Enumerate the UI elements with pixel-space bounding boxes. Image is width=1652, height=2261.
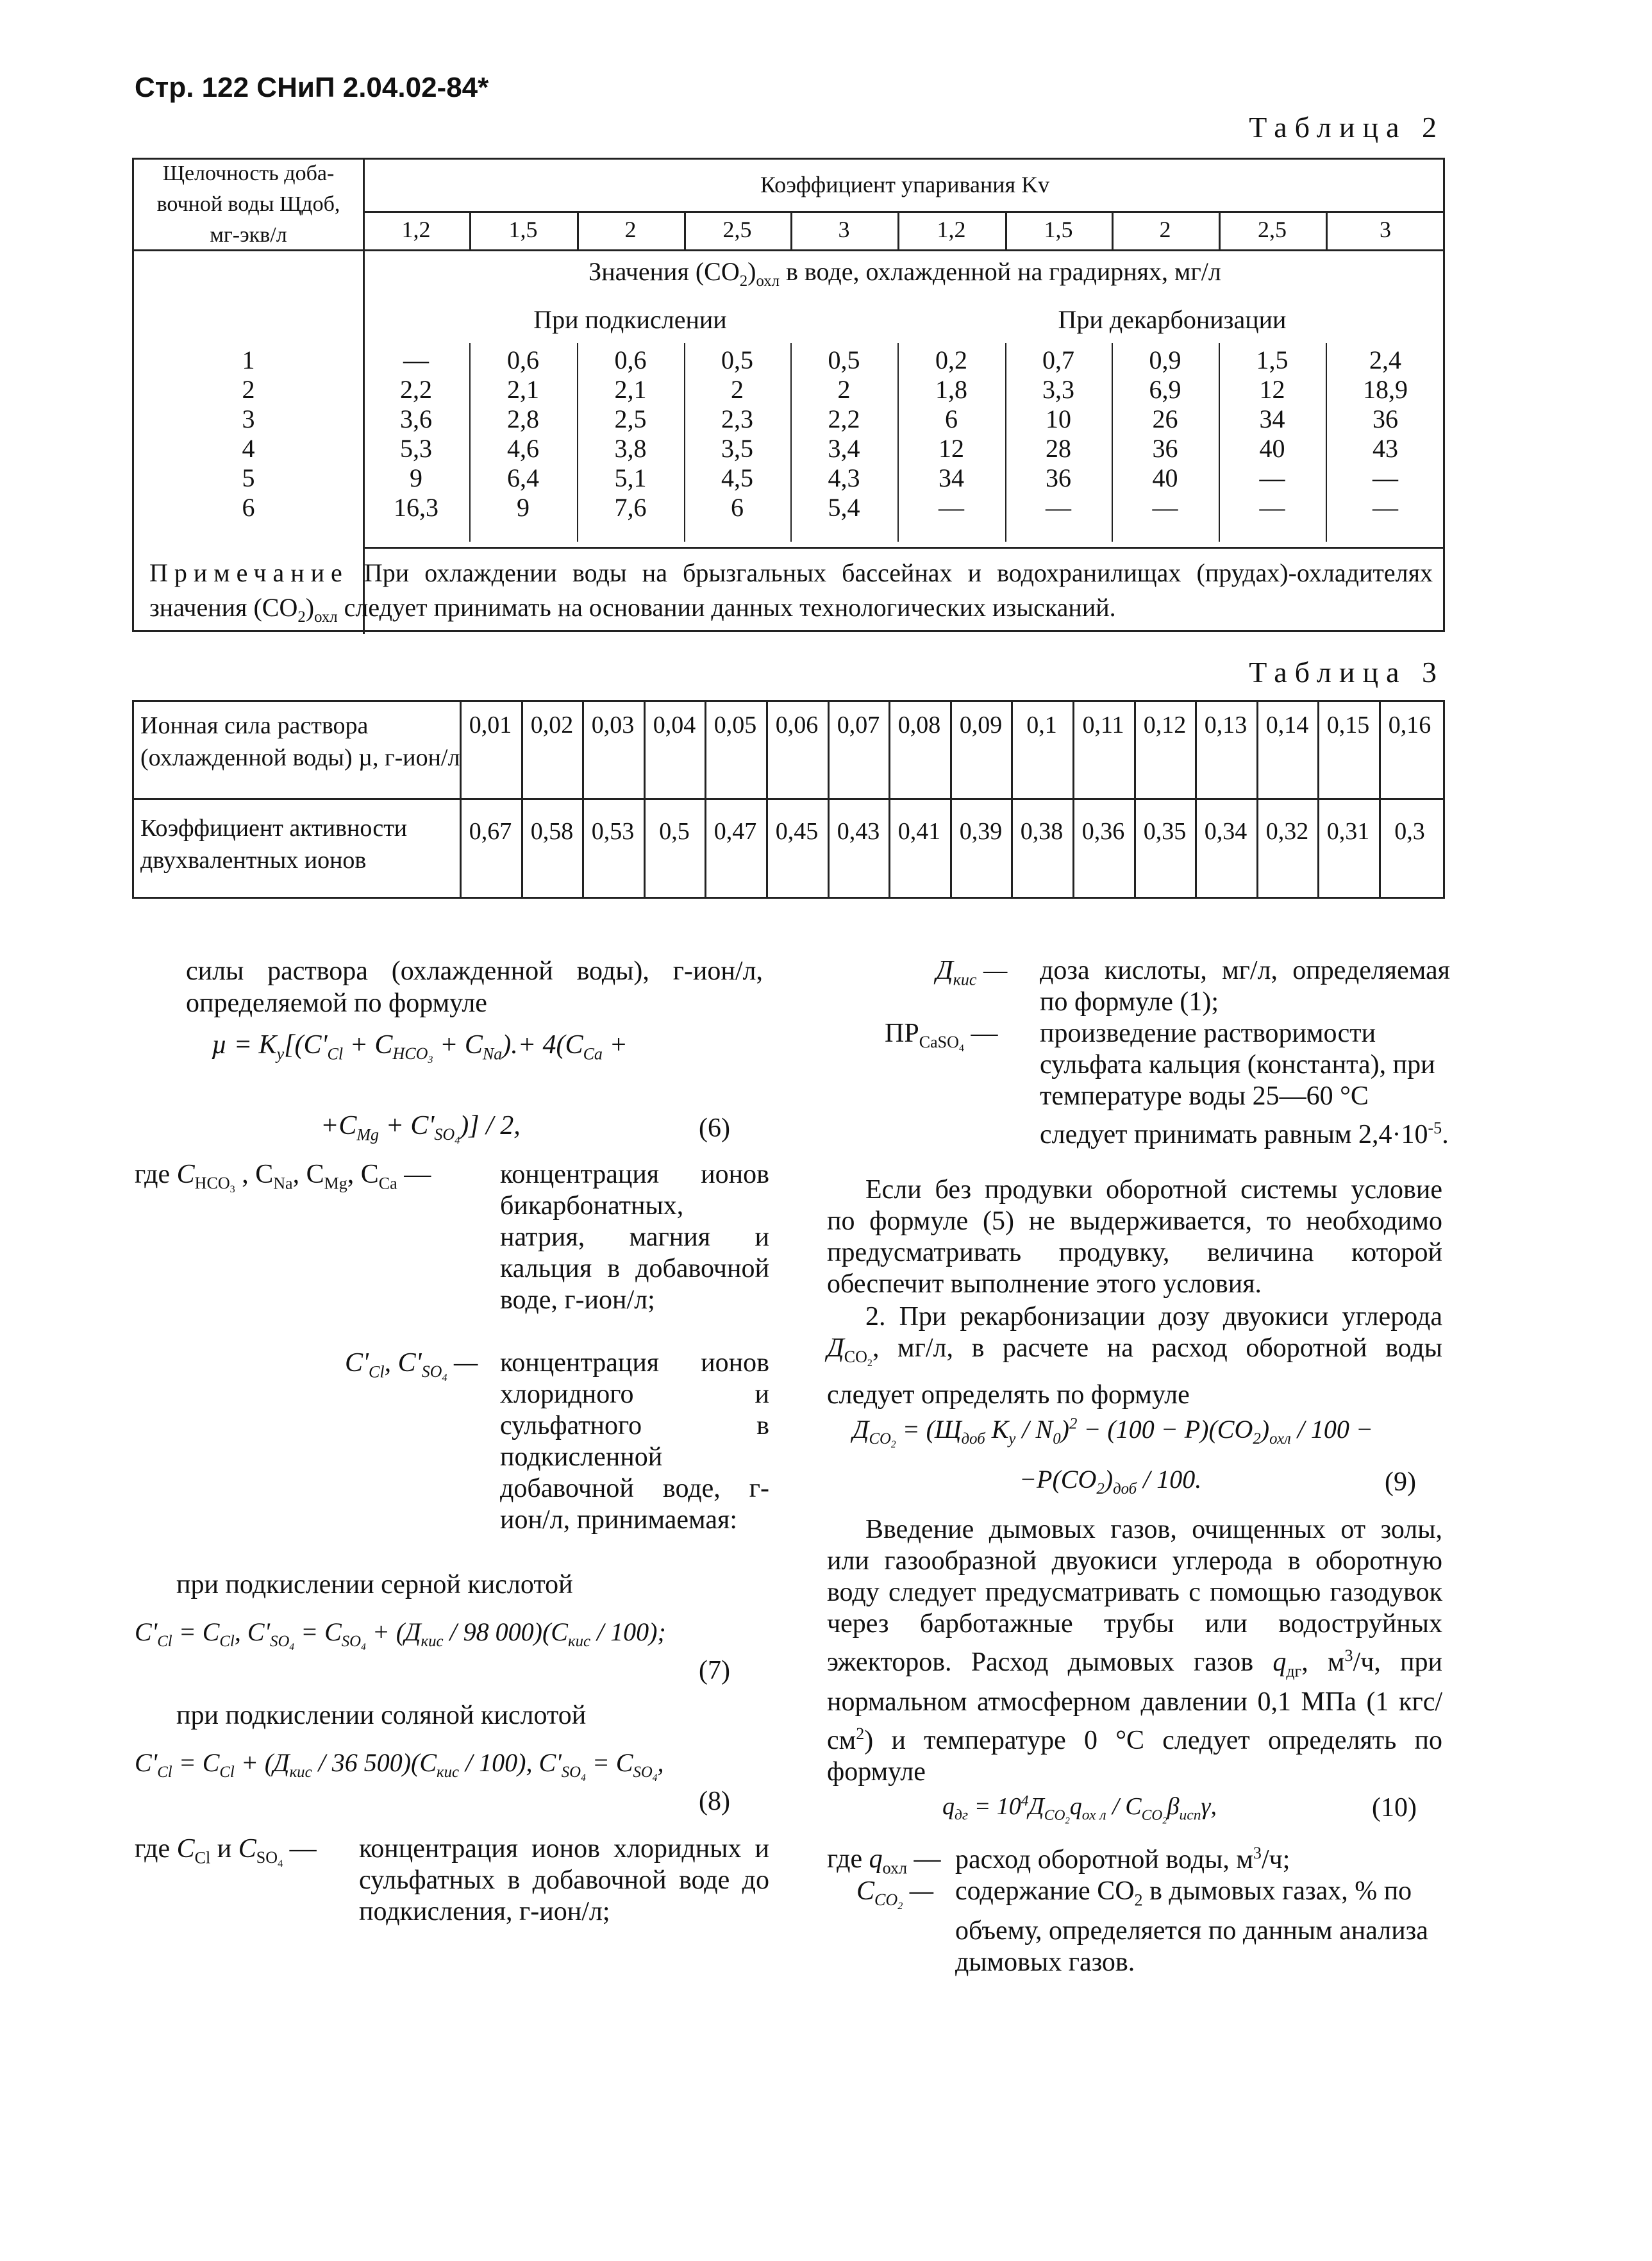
para-purge: Если без продувки оборотной системы условие по формуле (5) не выдерживается, то необходимо предусматривать продувку, величина которой обеспечит выполнение этого условия. xyxy=(827,1175,1442,1299)
ionic-strength-cell: 0,02 xyxy=(530,712,574,738)
where1-term: где $C_{HCO_3}$ , $C_{Na}$, $C_{Mg}$, $C_{Ca}$ — xyxy=(135,1160,431,1196)
ionic-strength-cell: 0,12 xyxy=(1143,712,1187,738)
co2-value-cell: 2,5 xyxy=(614,405,647,433)
kv-value: 3 xyxy=(838,217,850,243)
group-acidification: При подкислении xyxy=(533,305,727,334)
ionic-strength-cell: 0,15 xyxy=(1326,712,1370,738)
co2-value-cell: 43 xyxy=(1372,434,1398,463)
formula-9-number: (9) xyxy=(1385,1467,1416,1497)
alkalinity-row-label: 3 xyxy=(242,405,255,433)
co2-value-cell: 0,9 xyxy=(1149,346,1181,374)
activity-coefficient-cell: 0,32 xyxy=(1265,818,1309,845)
ionic-strength-cell: 0,03 xyxy=(591,712,635,738)
kv-value: 2 xyxy=(624,217,637,243)
kv-value: 2 xyxy=(1159,217,1171,243)
table2-caption: Таблица 2 xyxy=(1249,111,1444,144)
dkis-desc: доза кислоты, мг/л, определяемая по формуле (1); xyxy=(1040,956,1450,1017)
ionic-strength-cell: 0,11 xyxy=(1082,712,1124,738)
co2-value-cell: — xyxy=(939,493,964,522)
formula-10: $q_{дг} = 10^4Д_{CO_2}q_{ох л} / C_{CO_2}\beta_{исп}\gamma$, xyxy=(942,1792,1217,1826)
co2-value-cell: 12 xyxy=(939,434,964,463)
alkalinity-row-label: 2 xyxy=(242,375,255,404)
activity-coefficient-cell: 0,5 xyxy=(659,818,690,845)
ionic-strength-cell: 0,1 xyxy=(1026,712,1057,738)
co2-value-cell: — xyxy=(1152,493,1178,522)
co2-value-cell: 5,3 xyxy=(400,434,432,463)
co2-value-cell: 4,6 xyxy=(507,434,539,463)
dkis-term: $Д_{кис}$ — xyxy=(936,956,1008,989)
co2-value-cell: 40 xyxy=(1152,463,1178,492)
activity-coefficient-cell: 0,35 xyxy=(1143,818,1187,845)
alkalinity-header-line2: вочной воды Щдоб, xyxy=(156,192,340,216)
formula-8: $C'_{Cl} = C_{Cl} + (Д_{кис} / 36$ $500)(C_{кис} / 100)$, $C'_{SO_4} = C_{SO_4}$, xyxy=(135,1748,664,1783)
co2-value-cell: 36 xyxy=(1372,405,1398,433)
co2-value-cell: — xyxy=(1372,463,1398,492)
where3-term: где $C_{Cl}$ и $C_{SO_4}$ — xyxy=(135,1834,317,1870)
alkalinity-row-label: 6 xyxy=(242,493,255,522)
activity-coefficient-cell: 0,53 xyxy=(591,818,635,845)
co2-value-cell: — xyxy=(403,346,429,374)
formula-6-line2: $+C_{Mg} + C'_{SO_4})] / 2$, xyxy=(321,1111,521,1147)
ionic-strength-cell: 0,16 xyxy=(1388,712,1431,738)
co2-value-cell: 4,3 xyxy=(828,463,860,492)
activity-coefficient-cell: 0,34 xyxy=(1204,818,1247,845)
co2-value-cell: 0,5 xyxy=(721,346,753,374)
formula-10-number: (10) xyxy=(1372,1793,1417,1823)
co2-value-cell: 2 xyxy=(731,375,744,404)
kv-value: 1,2 xyxy=(401,217,431,243)
co2-value-cell: 36 xyxy=(1152,434,1178,463)
co2-value-cell: 2,8 xyxy=(507,405,539,433)
co2-value-cell: 18,9 xyxy=(1363,375,1408,404)
activity-coefficient-cell: 0,3 xyxy=(1394,818,1425,845)
ionic-strength-cell: 0,06 xyxy=(775,712,819,738)
alkalinity-header-line3: мг-экв/л xyxy=(210,223,287,247)
formula-9-line2: $-P(CO_2)_{доб} / 100$. xyxy=(1019,1465,1202,1498)
activity-coefficient-cell: 0,41 xyxy=(897,818,941,845)
alkalinity-header xyxy=(134,160,363,249)
co2-value-cell: 6,4 xyxy=(507,463,539,492)
co2-value-cell: 28 xyxy=(1046,434,1071,463)
activity-coefficient-cell: 0,43 xyxy=(837,818,880,845)
co2-value-cell: 12 xyxy=(1259,375,1285,404)
co2-value-cell: 40 xyxy=(1259,434,1285,463)
co2-value-cell: 6,9 xyxy=(1149,375,1181,404)
co2-value-cell: 0,6 xyxy=(614,346,647,374)
co2-value-cell: 2,4 xyxy=(1369,346,1401,374)
co2-value-cell: 5,1 xyxy=(614,463,647,492)
table2 xyxy=(132,158,1445,632)
co2-value-cell: — xyxy=(1372,493,1398,522)
activity-coefficient-cell: 0,38 xyxy=(1020,818,1064,845)
activity-coefficient-cell: 0,47 xyxy=(713,818,757,845)
cco2-term: $C_{CO_2}$ — xyxy=(856,1876,934,1912)
co2-value-cell: 0,6 xyxy=(507,346,539,374)
kv-value: 1,5 xyxy=(1044,217,1073,243)
formula-6-line1: $\mu = K_у[(C'_{Cl} + C_{HCO_3} + C_{Na}).+ 4(C_{Ca}$ + xyxy=(212,1030,628,1066)
alkalinity-row-label: 1 xyxy=(242,346,255,374)
co2-value-cell: — xyxy=(1259,493,1285,522)
note-label: Примечание xyxy=(149,558,349,587)
co2-value-cell: 10 xyxy=(1046,405,1071,433)
cco2-desc: содержание $CO_2$ в дымовых газах, % по объему, определяется по данным анализа дымовых газов. xyxy=(955,1876,1428,1978)
ionic-strength-cell: 0,14 xyxy=(1265,712,1309,738)
formula-7: $C'_{Cl} = C_{Cl}$, $C'_{SO_4} = C_{SO_4} + (Д_{кис} / 98$ $000)(C_{кис} / 100)$; xyxy=(135,1617,666,1653)
co2-value-cell: — xyxy=(1259,463,1285,492)
activity-coefficient-label: Коэффициент активности двухвалентных ионов xyxy=(140,815,408,874)
co2-value-cell: 0,7 xyxy=(1042,346,1074,374)
ionic-strength-cell: 0,07 xyxy=(837,712,880,738)
co2-value-cell: 1,5 xyxy=(1256,346,1289,374)
co2-value-cell: 7,6 xyxy=(614,493,647,522)
co2-value-cell: 26 xyxy=(1152,405,1178,433)
alkalinity-row-label: 5 xyxy=(242,463,255,492)
table3-caption: Таблица 3 xyxy=(1249,656,1444,688)
pr-term: $ПР_{CaSO_4}$ — xyxy=(885,1019,998,1055)
co2-value-cell: 2,1 xyxy=(614,375,647,404)
co2-value-cell: 16,3 xyxy=(394,493,438,522)
co2-value-cell: 0,5 xyxy=(828,346,860,374)
co2-value-cell: 2 xyxy=(837,375,851,404)
co2-value-cell: 5,4 xyxy=(828,493,860,522)
group-decarbonization: При декарбонизации xyxy=(1058,305,1287,334)
formula-9-line1: $Д_{CO_2} = (Щ_{доб}$ $K_у / N_0)^2 - (100 - P)(CO_2)_{охл} / 100$ − xyxy=(853,1415,1373,1450)
activity-coefficient-cell: 0,36 xyxy=(1081,818,1125,845)
activity-coefficient-cell: 0,58 xyxy=(530,818,574,845)
co2-value-cell: 9 xyxy=(517,493,530,522)
ionic-strength-cell: 0,08 xyxy=(897,712,941,738)
qohl-term: где $q_{охл}$ — xyxy=(827,1844,941,1878)
kv-value: 1,5 xyxy=(508,217,538,243)
co2-value-cell: 3,6 xyxy=(400,405,432,433)
co2-value-cell: 3,4 xyxy=(828,434,860,463)
where1-desc: концентрация ионов бикарбонатных, натрия, магния и кальция в добавочной воде, г-ион/л; xyxy=(500,1160,769,1315)
co2-value-cell: 2,3 xyxy=(721,405,753,433)
kv-value: 2,5 xyxy=(1258,217,1287,243)
ionic-strength-cell: 0,01 xyxy=(469,712,512,738)
activity-coefficient-cell: 0,67 xyxy=(469,818,512,845)
kv-value: 3 xyxy=(1380,217,1391,243)
qohl-desc: расход оборотной воды, $м^3/ч$; xyxy=(955,1844,1290,1874)
co2-value-cell: 3,3 xyxy=(1042,375,1074,404)
sulfuric-acid-label: при подкислении серной кислотой xyxy=(176,1570,573,1599)
kv-value: 1,2 xyxy=(937,217,966,243)
note-text: При охлаждении воды на брызгальных бассейнах и водохранилищах (прудах)-охладителях значения $(CO_2)_{охл}$ следует принимать на основании данных технологических изысканий. xyxy=(149,558,1433,626)
activity-coefficient-cell: 0,39 xyxy=(959,818,1003,845)
co2-value-cell: 9 xyxy=(410,463,422,492)
hydrochloric-acid-label: при подкислении соляной кислотой xyxy=(176,1701,587,1730)
co2-value-cell: 3,5 xyxy=(721,434,753,463)
ionic-strength-cell: 0,13 xyxy=(1204,712,1247,738)
co2-value-cell: 1,8 xyxy=(935,375,967,404)
pr-desc: произведение растворимости сульфата кальция (константа), при температуре воды 25—60 °С следует принимать равным $2,4\cdot 10^{-5}$. xyxy=(1040,1019,1449,1149)
where2-desc: концентрация ионов хлоридного и сульфатного в подкисленной добавочной воде, г-ион/л, принимаемая: xyxy=(500,1348,769,1535)
activity-coefficient-cell: 0,45 xyxy=(775,818,819,845)
ionic-strength-cell: 0,05 xyxy=(713,712,757,738)
co2-value-cell: 3,8 xyxy=(614,434,647,463)
formula-8-number: (8) xyxy=(699,1787,730,1816)
formula-6-number: (6) xyxy=(699,1114,730,1143)
formula-7-number: (7) xyxy=(699,1656,730,1685)
para-flue-gas: Введение дымовых газов, очищенных от золы, или газообразной двуокиси углерода в оборотную воду следует предусматривать с помощью газодувок через барботажные трубы или водоструйных эжекторов. Расход дымовых газов $q_{дг}$, $м^3/ч$, при нормальном атмосферном давлении 0,1 МПа (1 кгс/$см^2$) и температуре 0 °С следует определять по формуле xyxy=(827,1515,1443,1787)
co2-value-cell: 2,2 xyxy=(400,375,432,404)
page-header: Стр. 122 СНиП 2.04.02-84* xyxy=(135,72,489,103)
activity-coefficient-cell: 0,31 xyxy=(1326,818,1370,845)
ionic-strength-cell: 0,04 xyxy=(653,712,696,738)
table2-note xyxy=(149,556,1433,635)
co2-value-cell: 0,2 xyxy=(935,346,967,374)
alkalinity-row-label: 4 xyxy=(242,434,255,463)
co2-value-cell: 6 xyxy=(731,493,744,522)
kv-value: 2,5 xyxy=(722,217,752,243)
co2-value-cell: 36 xyxy=(1046,463,1071,492)
where2-term: $C'_{Cl}$, $C'_{SO_4}$ — xyxy=(345,1348,478,1384)
co2-value-cell: 6 xyxy=(945,405,958,433)
co2-value-cell: 2,2 xyxy=(828,405,860,433)
co2-value-cell: 4,5 xyxy=(721,463,753,492)
alkalinity-header-line1: Щелочность доба- xyxy=(162,162,335,185)
co2-value-cell: 34 xyxy=(1259,405,1285,433)
table3 xyxy=(132,700,1445,899)
left-intro: силы раствора (охлажденной воды), г-ион/л, определяемой по формуле xyxy=(186,956,763,1018)
ionic-strength-cell: 0,09 xyxy=(959,712,1003,738)
co2-value-cell: 34 xyxy=(939,463,964,492)
where3-desc: концентрация ионов хлоридных и сульфатных в добавочной воде до подкисления, г-ион/л; xyxy=(359,1834,769,1926)
ionic-strength-label: Ионная сила раствора (охлажденной воды) µ, г-ион/л xyxy=(140,712,460,771)
co2-value-cell: — xyxy=(1046,493,1071,522)
kv-title: Коэффициент упаривания Kv xyxy=(760,172,1050,198)
para-recarbonization: 2. При рекарбонизации дозу двуокиси углерода $Д_{CO_2}$, мг/л, в расчете на расход оборотной воды следует определять по формуле xyxy=(827,1302,1442,1410)
values-title: Значения $(CO_2)_{охл}$ в воде, охлажденной на градирнях, мг/л xyxy=(588,257,1221,290)
co2-value-cell: 2,1 xyxy=(507,375,539,404)
